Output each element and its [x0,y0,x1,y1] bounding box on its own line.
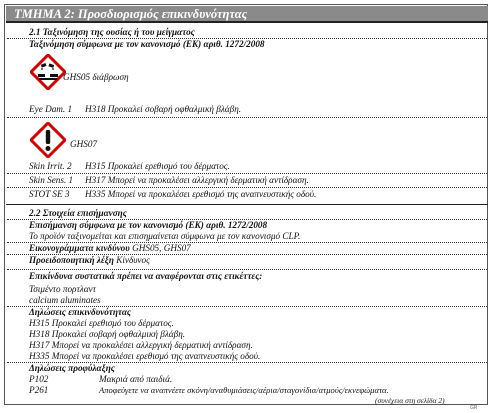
footer-mark: GR [470,405,478,411]
divider [7,187,487,188]
precautionary-code: P102 [29,374,49,384]
signal-word-label: Προειδοποιητική λέξη [29,255,114,265]
ghs05-label: GHS05 διάβρωση [63,72,129,82]
pictograms-row [29,243,191,254]
hazard-statement: H317 Μπορεί να προκαλέσει αλλεργική δερματική αντίδραση. [85,175,309,185]
classification-subheading: Ταξινόμηση σύμφωνα με τον κανονισμό (ΕΚ) αριθ. 1272/2008 [29,39,265,49]
divider [7,269,487,270]
section-frame [4,4,488,405]
components-heading: Επικίνδυνα συστατικά πρέπει να αναφέρονται στις ετικέττες: [29,271,263,281]
classification-heading: 2.1 Ταξινόμηση της ουσίας ή του μείγματος [29,27,195,37]
divider [7,173,487,174]
eye-hazard-statement: H318 Προκαλεί σοβαρή οφθαλμική βλάβη. [85,104,242,114]
hazard-class: Skin Irrit. 2 [29,161,72,171]
precautionary-text: Μακριά από παιδιά. [99,374,173,384]
section-title: ΤΜΗΜΑ 2: Προσδιορισμός επικινδυνότητας [14,7,248,21]
precautionary-heading: Δηλώσεις προφύλαξης [29,363,115,373]
continued-note: (συνέχεια στη σελίδα 2) [375,396,445,405]
component-item: calcium aluminates [29,295,101,305]
signal-word-value: Κίνδυνος [116,255,150,265]
component-item: Τσιμέντο πορτλαντ [29,284,96,294]
labelling-subheading: Επισήμανση σύμφωνα με τον κανονισμό (ΕΚ) αριθ. 1272/2008 [29,220,268,230]
hazard-statements-heading: Δηλώσεις επικινδυνότητας [29,307,132,317]
pictograms-label: Εικονογράμματα κινδύνου [29,243,130,253]
eye-hazard-class: Eye Dam. 1 [29,104,73,114]
labelling-heading: 2.2 Στοιχεία επισήμανσης [29,208,127,218]
pictograms-value: GHS05, GHS07 [132,243,191,253]
hazard-statement-item: H335 Μπορεί να προκαλέσει ερεθισμό της αναπνευστικής οδού. [29,351,261,361]
divider [7,117,487,118]
precautionary-code: P261 [29,385,49,395]
corrosion-pictogram-icon [30,54,66,90]
hazard-statement-item: H317 Μπορεί να προκαλέσει αλλεργική δερματική αντίδραση. [29,340,253,350]
hazard-class: Skin Sens. 1 [29,175,74,185]
hazard-statement-item: H315 Προκαλεί ερεθισμό του δέρματος. [29,318,174,328]
hazard-statement-item: H318 Προκαλεί σοβαρή οφθαλμική βλάβη. [29,329,186,339]
ghs07-label: GHS07 [70,139,98,149]
section-header [6,6,488,23]
exclamation-pictogram-icon [30,122,66,158]
section-separator [6,204,488,205]
clp-note: Το προϊόν ταξινομείται και επισημαίνεται σύμφωνα με τον κανονισμό CLP. [29,231,301,241]
hazard-class: STOT SE 3 [29,189,70,199]
hazard-statement: H335 Μπορεί να προκαλέσει ερεθισμό της αναπνευστικής οδού. [85,189,317,199]
precautionary-text: Αποφεύγετε να αναπνέετε σκόνη/αναθυμιάσεις/αέρια/σταγονίδια/ατμούς/εκνεφώματα. [99,385,389,395]
hazard-statement: H315 Προκαλεί ερεθισμό του δέρματος. [85,161,230,171]
signal-word-row [29,255,150,266]
